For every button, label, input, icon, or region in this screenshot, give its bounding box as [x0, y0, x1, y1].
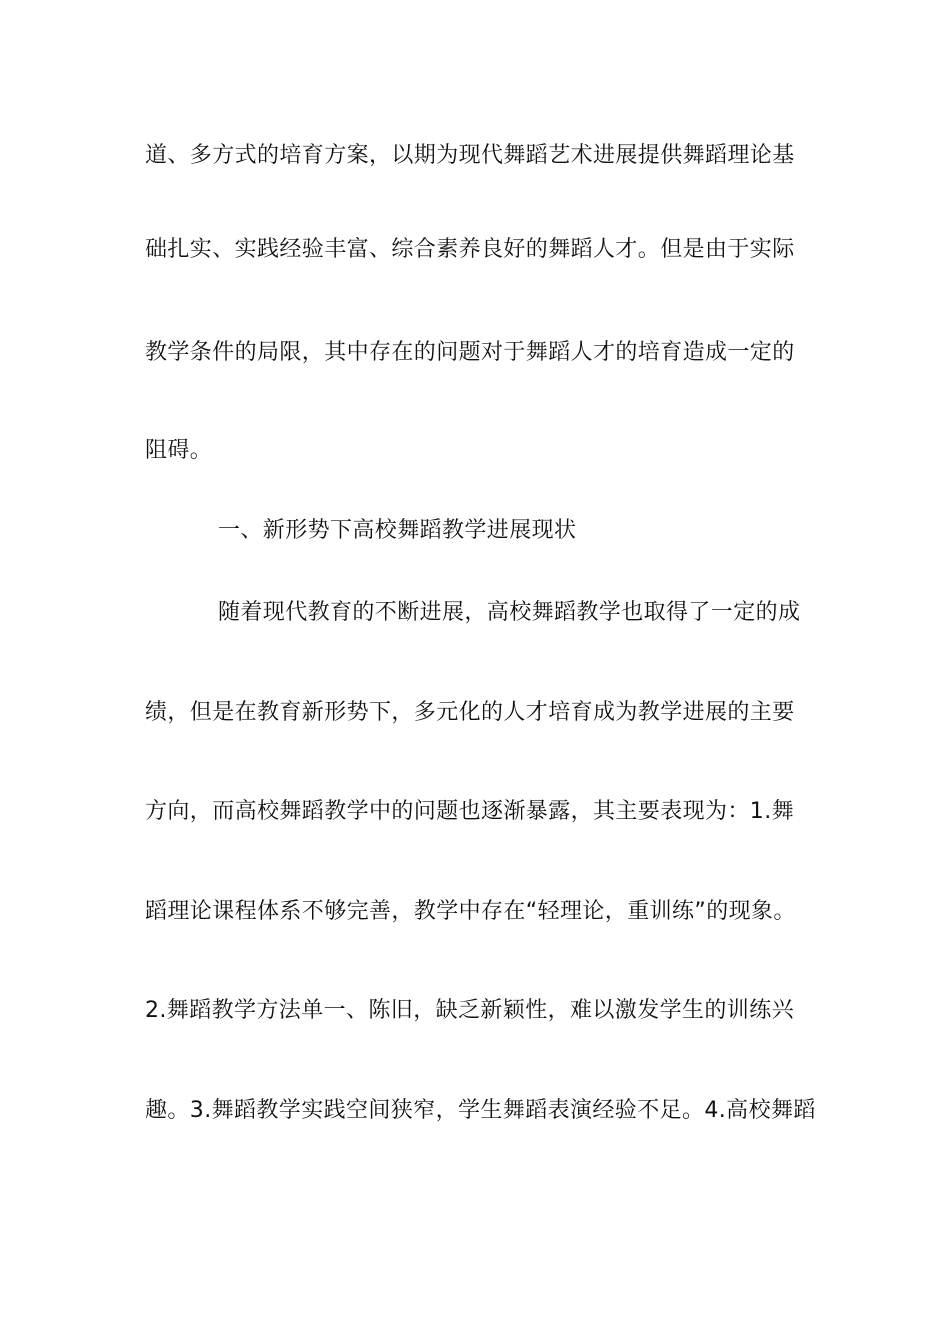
paragraph-line: 绩，但是在教育新形势下，多元化的人才培育成为教学进展的主要	[145, 700, 795, 725]
paragraph-line: 2.舞蹈教学方法单一、陈旧，缺乏新颖性，难以激发学生的训练兴	[145, 998, 794, 1023]
paragraph-line: 阻碍。	[145, 438, 213, 463]
paragraph-line: 道、多方式的培育方案，以期为现代舞蹈艺术进展提供舞蹈理论基	[145, 143, 795, 168]
paragraph-line: 础扎实、实践经验丰富、综合素养良好的舞蹈人才。但是由于实际	[145, 237, 795, 262]
paragraph-line: 教学条件的局限，其中存在的问题对于舞蹈人才的培育造成一定的	[145, 340, 795, 365]
paragraph-line: 方向，而高校舞蹈教学中的问题也逐渐暴露，其主要表现为：1.舞	[145, 799, 794, 824]
section-heading: 一、新形势下高校舞蹈教学进展现状	[218, 518, 577, 543]
paragraph-line: 趣。3.舞蹈教学实践空间狭窄，学生舞蹈表演经验不足。4.高校舞蹈	[145, 1098, 816, 1123]
paragraph-line: 蹈理论课程体系不够完善，教学中存在“轻理论，重训练”的现象。	[145, 899, 796, 924]
paragraph-line: 随着现代教育的不断进展，高校舞蹈教学也取得了一定的成	[218, 600, 801, 625]
